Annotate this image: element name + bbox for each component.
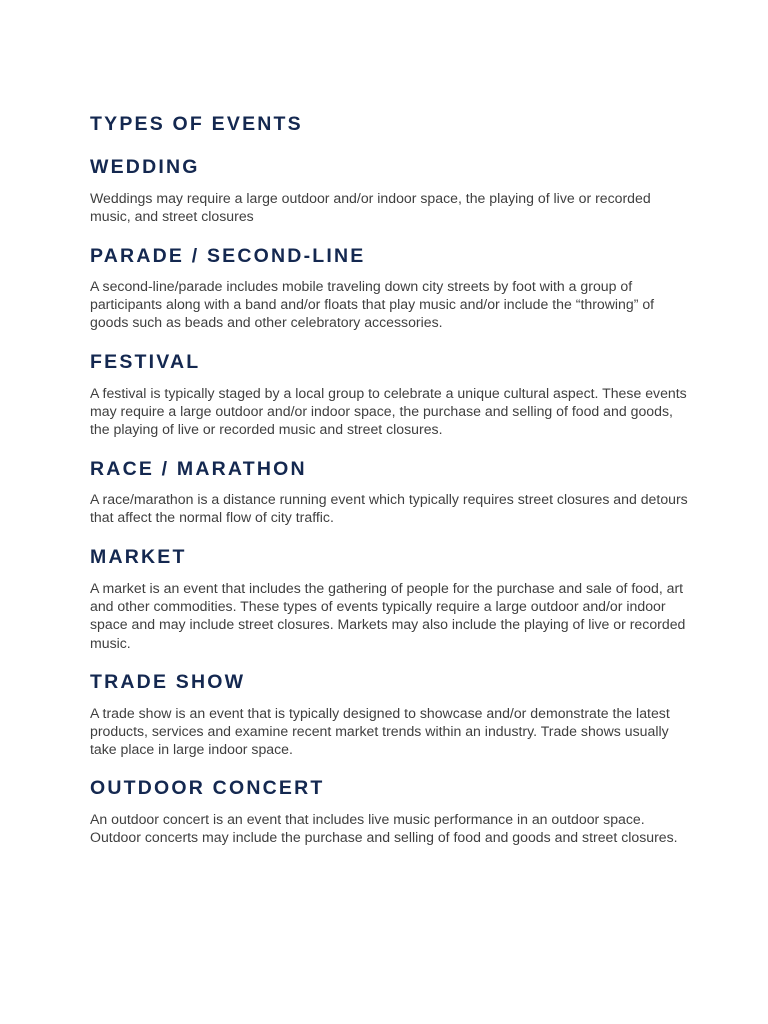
section-body-outdoor-concert: An outdoor concert is an event that includes live music performance in an outdoor space. Outdoor concerts may include the purchase and selling of food and goods and street closures. — [90, 811, 678, 846]
section-heading-trade-show: TRADE SHOW — [90, 671, 246, 693]
section-heading-festival: FESTIVAL — [90, 351, 201, 373]
section-heading-race: RACE / MARATHON — [90, 458, 307, 480]
section-heading-parade: PARADE / SECOND-LINE — [90, 245, 366, 267]
document-title: TYPES OF EVENTS — [90, 113, 303, 135]
section-body-trade-show: A trade show is an event that is typically designed to showcase and/or demonstrate the latest products, services and examine recent market trends within an industry. Trade shows usually take place in large indoor space. — [90, 705, 670, 758]
section-heading-outdoor-concert: OUTDOOR CONCERT — [90, 777, 325, 799]
section-body-wedding: Weddings may require a large outdoor and/or indoor space, the playing of live or recorded music, and street closures — [90, 190, 651, 225]
section-heading-market: MARKET — [90, 546, 187, 568]
section-body-race: A race/marathon is a distance running event which typically requires street closures and detours that affect the normal flow of city traffic. — [90, 491, 688, 526]
section-heading-wedding: WEDDING — [90, 156, 200, 178]
section-body-festival: A festival is typically staged by a local group to celebrate a unique cultural aspect. These events may require a large outdoor and/or indoor space, the purchase and selling of food and goods, the playing of live or recorded music and street closures. — [90, 385, 687, 438]
section-body-parade: A second-line/parade includes mobile traveling down city streets by foot with a group of participants along with a band and/or floats that play music and/or include the “throwing” of goods such as beads and other celebratory accessories. — [90, 278, 655, 331]
section-body-market: A market is an event that includes the gathering of people for the purchase and sale of food, art and other commodities. These types of events typically require a large outdoor and/or indoor space and may include street closures. Markets may also include the playing of live or recorded music. — [90, 580, 686, 651]
